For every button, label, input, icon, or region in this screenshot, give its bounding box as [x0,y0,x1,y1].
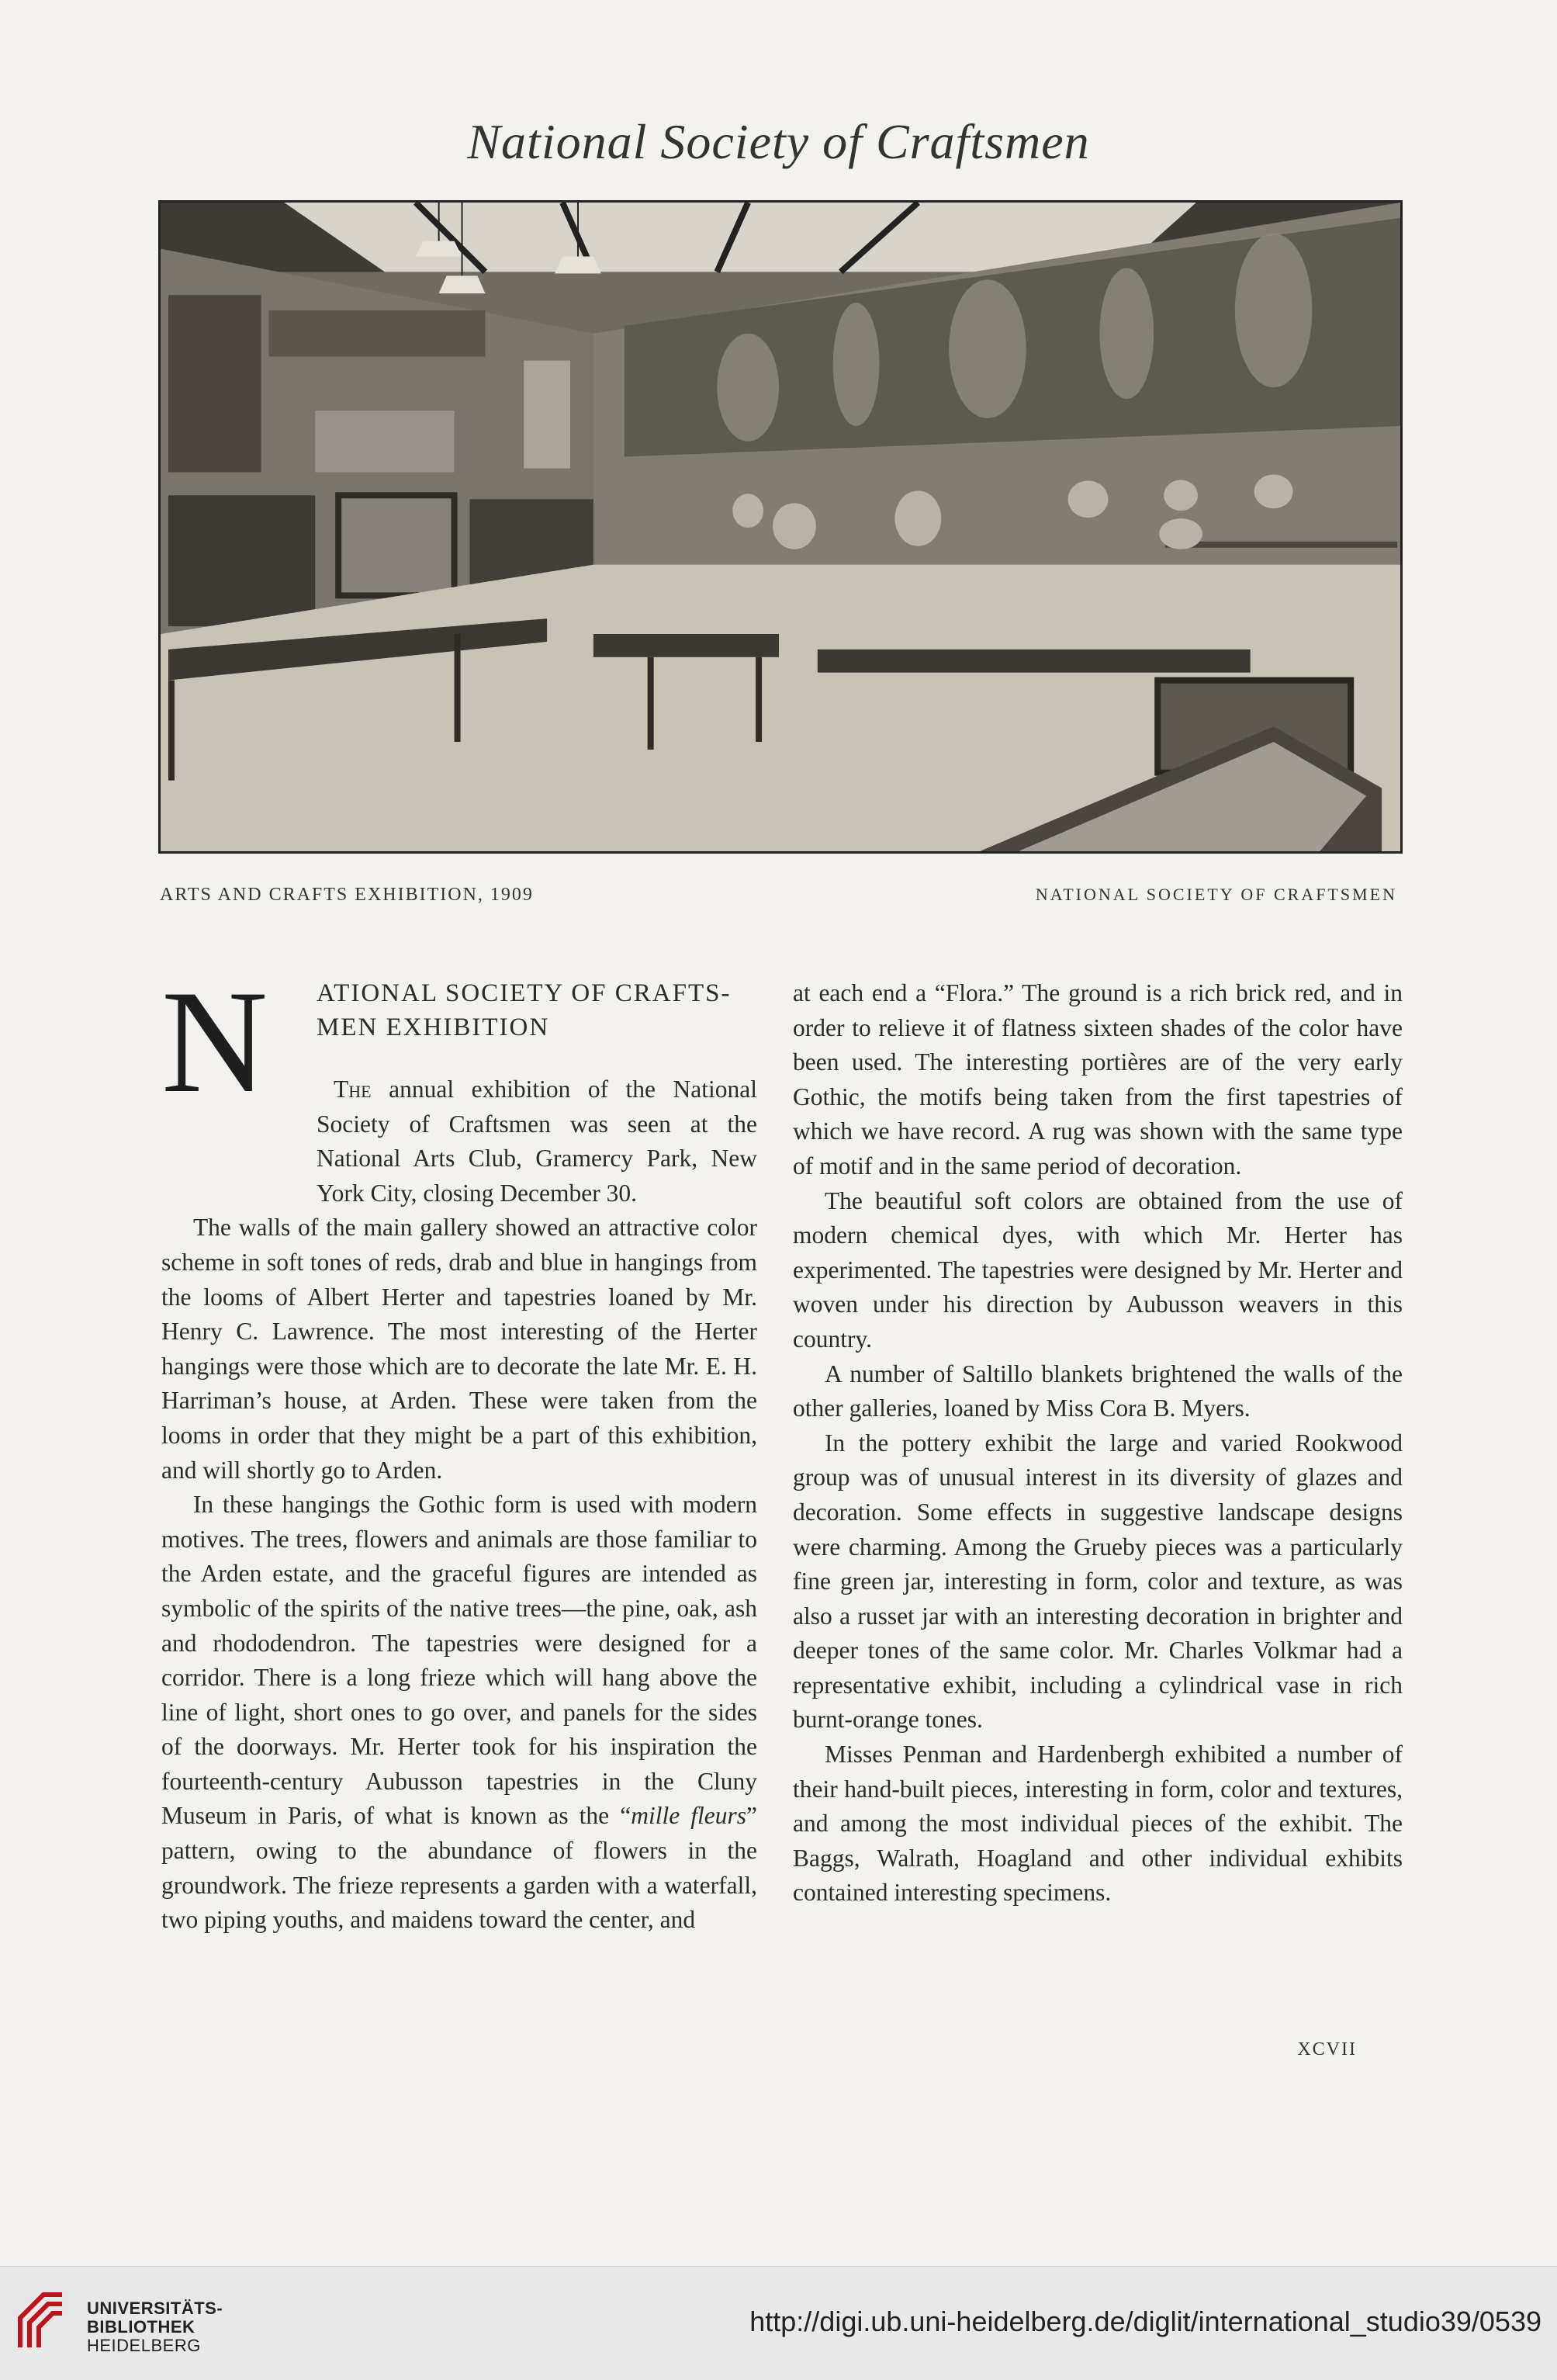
exhibition-photograph [158,200,1403,854]
page-number: XCVII [1297,2039,1357,2060]
paragraph: A number of Saltillo blankets brightened the walls of the other galleries, loaned by Miss Cora B. Myers. [793,1360,1403,1422]
source-url-link[interactable]: http://digi.ub.uni-heidelberg.de/diglit/international_studio39/0539 [749,2306,1541,2337]
headline-line-2: MEN EXHIBITION [317,1013,550,1041]
article-headline [317,976,732,1044]
running-title: National Society of Craftsmen [467,114,1090,169]
paragraph: The walls of the main gallery showed an attractive color scheme in soft tones of reds, drab and blue in hangings from the looms of Albert Herter and tapestries loaned by Mr. Henry C. Lawrence. The most interesting of the Herter hangings were those which are to decorate the late Mr. E. H. Harriman’s house, at Arden. These were taken from the looms in order that they might be a part of this exhibition, and will shortly go to Arden. [161,1214,757,1484]
paragraph: In the pottery exhibit the large and varied Rookwood group was of unusual interest in its diversity of glazes and decoration. Some effects in suggestive landscape designs were charming. Among the Grueby pieces was a particularly fine green jar, interesting in form, color and texture, as was also a russet jar with an interesting decoration in brighter and deeper tones of the same color. Mr. Charles Volkmar had a representative exhibit, including a cylindrical vase in rich burnt-orange tones. [793,1429,1403,1734]
article-opening [161,961,757,1127]
article-column-left [161,961,757,1938]
paragraph: Misses Penman and Hardenbergh exhibited a number of their hand-built pieces, interesting in form, color and textures, and among the most individual pieces of the exhibit. The Baggs, Walrath, Hoagland and other individual exhibits contained interesting specimens. [793,1741,1403,1907]
paragraph: The beautiful soft colors are obtained from the use of modern chemical dyes, with which Mr. Herter has experimented. The tapestries were designed by Mr. Herter and woven under his direction by Aubusson weavers in this country. [793,1187,1403,1353]
lead-text: annual exhibition of the National Society of Craftsmen was seen at the National Arts Club, Gramercy Park, New York City, closing December 30. [317,1076,757,1207]
library-name: UNIVERSITÄTS- BIBLIOTHEK HEIDELBERG [87,2299,223,2355]
drop-cap: N [161,961,268,1124]
italic-phrase: mille fleurs [631,1802,747,1830]
paragraph-continuation: at each end a “Flora.” The ground is a rich brick red, and in order to relieve it of flatness sixteen shades of the color have been used. The interesting portières are of the very early Gothic, the motifs being taken from the first tapestries of which we have record. A rug was shown with the same type of motif and in the same period of decoration. [793,979,1403,1180]
photo-caption-left: ARTS AND CRAFTS EXHIBITION, 1909 [160,885,534,905]
library-logo-icon [12,2287,70,2355]
photo-caption-right: NATIONAL SOCIETY OF CRAFTSMEN [1035,885,1397,904]
paragraph: In these hangings the Gothic form is used with modern motives. The trees, flowers and animals are those familiar to the Arden estate, and the graceful figures are intended as symbolic of the spirits of the native trees—the pine, oak, ash and rhododendron. The tapestries were designed for a corridor. There is a long frieze which will hang above the line of light, short ones to go over, and panels for the sides of the doorways. Mr. Herter took for his inspiration the fourteenth-century Aubusson tapestries in the Cluny Museum in Paris, of what is known as the “mille fleurs” pattern, owing to the abundance of flowers in the groundwork. The frieze represents a garden with a waterfall, two piping youths, and maidens toward the center, and [161,1491,757,1934]
lead-first-word: The [334,1076,372,1103]
article-column-right [793,976,1403,1911]
digitization-footer [0,2266,1557,2380]
headline-line-1: ATIONAL SOCIETY OF CRAFTS- [317,979,732,1007]
